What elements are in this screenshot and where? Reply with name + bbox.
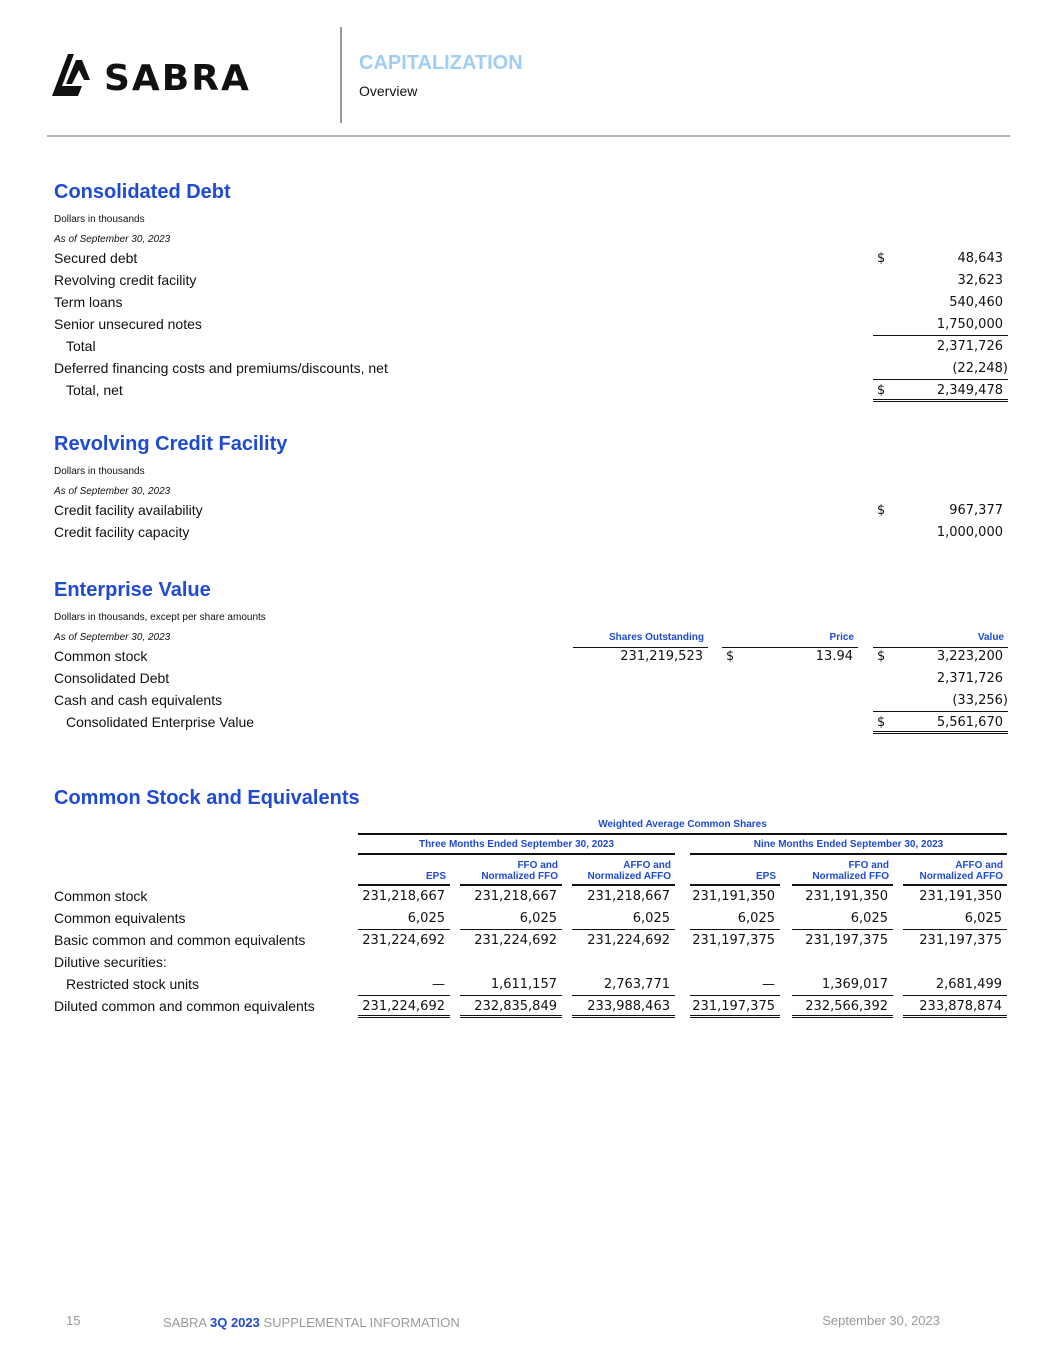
value-cell: 231,191,350 <box>919 889 1002 904</box>
value-cell: 233,988,463 <box>572 996 675 1018</box>
value-cell: 6,025 <box>690 908 780 930</box>
ev-note: Dollars in thousands, except per share amounts <box>54 612 266 623</box>
value-cell <box>873 270 1008 292</box>
table-row <box>0 248 1055 270</box>
value-cell <box>873 336 1008 358</box>
value-cell: 231,224,692 <box>362 933 445 948</box>
cell-value: 5,561,670 <box>936 715 1003 730</box>
row-label: Senior unsecured notes <box>54 316 202 332</box>
value-cell: 6,025 <box>358 908 450 930</box>
cell-value: 13.94 <box>815 649 853 664</box>
table-row <box>0 270 1055 292</box>
row-label: Restricted stock units <box>66 976 200 992</box>
value-cell <box>873 646 1008 668</box>
value-cell: 6,025 <box>903 908 1007 930</box>
row-label: Common stock <box>54 888 148 904</box>
cell-value: 540,460 <box>949 295 1003 310</box>
column-header <box>690 871 780 886</box>
table-row <box>0 712 1055 734</box>
value-cell: 6,025 <box>572 908 675 930</box>
cell-value: 32,623 <box>957 273 1003 288</box>
debt-asof: As of September 30, 2023 <box>54 234 171 245</box>
cell-value: (33,256) <box>952 693 1008 708</box>
column-header-line: EPS <box>755 871 776 882</box>
value-cell: 231,224,692 <box>587 933 670 948</box>
value-cell <box>873 522 1008 544</box>
value-cell <box>873 358 1008 380</box>
column-header <box>792 860 893 886</box>
value-cell: 231,224,692 <box>358 996 450 1018</box>
value-cell: 6,025 <box>460 908 562 930</box>
table-row <box>0 886 1055 908</box>
row-label: Deferred financing costs and premiums/discounts, net <box>54 360 388 376</box>
value-cell <box>873 292 1008 314</box>
footer-brand: SABRA <box>163 1315 207 1330</box>
value-cell <box>792 952 893 974</box>
column-header-line: Normalized FFO <box>812 871 889 882</box>
column-header-line: Normalized FFO <box>481 871 558 882</box>
dollar-sign: $ <box>877 715 886 730</box>
table-row <box>0 522 1055 544</box>
page-subtitle: Overview <box>359 83 418 99</box>
table-row <box>0 336 1055 358</box>
row-label: Dilutive securities: <box>54 954 167 970</box>
ev-asof: As of September 30, 2023 <box>54 632 171 643</box>
column-header <box>460 860 562 886</box>
dollar-sign: $ <box>726 649 735 664</box>
value-cell: 2,763,771 <box>572 974 675 996</box>
column-header <box>358 871 450 886</box>
table-row <box>0 908 1055 930</box>
row-label: Credit facility availability <box>54 502 203 518</box>
row-label: Secured debt <box>54 250 138 266</box>
dollar-sign: $ <box>877 503 886 518</box>
value-cell <box>873 668 1008 690</box>
value-cell <box>873 500 1008 522</box>
period-three-months: Three Months Ended September 30, 2023 <box>358 839 675 855</box>
table-row <box>0 930 1055 952</box>
table-row <box>0 358 1055 380</box>
debt-note: Dollars in thousands <box>54 214 145 225</box>
value-cell: 231,218,667 <box>474 889 557 904</box>
value-cell: 231,191,350 <box>805 889 888 904</box>
column-header-line: FFO and <box>517 860 558 871</box>
value-cell: 232,835,849 <box>460 996 562 1018</box>
value-cell <box>873 690 1008 712</box>
revolver-note: Dollars in thousands <box>54 466 145 477</box>
header-shares: Shares Outstanding <box>573 632 708 648</box>
revolver-title: Revolving Credit Facility <box>54 433 288 455</box>
logo-text: SABRA <box>104 58 251 98</box>
page-number: 15 <box>66 1313 81 1328</box>
cell-value: 2,371,726 <box>936 339 1003 354</box>
value-cell <box>903 952 1007 974</box>
row-label: Total, net <box>66 382 123 398</box>
cell-value: 2,371,726 <box>936 671 1003 686</box>
debt-title: Consolidated Debt <box>54 181 231 203</box>
period-nine-months: Nine Months Ended September 30, 2023 <box>690 839 1007 855</box>
page-title: CAPITALIZATION <box>359 52 523 74</box>
value-cell: 231,197,375 <box>692 933 775 948</box>
value-cell: 6,025 <box>792 908 893 930</box>
column-header-line: AFFO and <box>955 860 1003 871</box>
row-label: Common equivalents <box>54 910 186 926</box>
cell-value: 2,349,478 <box>936 383 1003 398</box>
price-cell <box>722 646 858 668</box>
row-label: Cash and cash equivalents <box>54 692 223 708</box>
table-row <box>0 314 1055 336</box>
footer-date: September 30, 2023 <box>822 1313 940 1328</box>
column-header-line: EPS <box>425 871 446 882</box>
stock-title: Common Stock and Equivalents <box>54 787 360 809</box>
column-header <box>903 860 1007 886</box>
table-row <box>0 646 1055 668</box>
value-cell <box>572 952 675 974</box>
cell-value: (22,248) <box>952 361 1008 376</box>
value-cell <box>460 952 562 974</box>
column-header-line: Normalized AFFO <box>587 871 671 882</box>
value-cell: 232,566,392 <box>792 996 893 1018</box>
row-label: Consolidated Debt <box>54 670 170 686</box>
group-title: Weighted Average Common Shares <box>358 819 1007 835</box>
value-cell: 231,224,692 <box>474 933 557 948</box>
value-cell: 1,369,017 <box>792 974 893 996</box>
table-row <box>0 500 1055 522</box>
column-header <box>572 860 675 886</box>
footer-period: 3Q 2023 <box>209 1315 260 1330</box>
table-row <box>0 380 1055 402</box>
value-cell: 2,681,499 <box>903 974 1007 996</box>
dollar-sign: $ <box>877 383 886 398</box>
header-price: Price <box>722 632 858 648</box>
cell-value: 1,000,000 <box>936 525 1003 540</box>
value-cell: 231,218,667 <box>362 889 445 904</box>
footer-suffix: SUPPLEMENTAL INFORMATION <box>263 1315 460 1330</box>
cell-value: 3,223,200 <box>936 649 1003 664</box>
row-label: Total <box>66 338 96 354</box>
table-row <box>0 292 1055 314</box>
value-cell: 231,197,375 <box>919 933 1002 948</box>
row-label: Revolving credit facility <box>54 272 197 288</box>
ev-title: Enterprise Value <box>54 579 211 601</box>
cell-value: 1,750,000 <box>936 317 1003 332</box>
column-header-line: Normalized AFFO <box>919 871 1003 882</box>
row-label: Common stock <box>54 648 148 664</box>
column-header-line: AFFO and <box>623 860 671 871</box>
cell-value: 967,377 <box>949 503 1003 518</box>
value-cell: 233,878,874 <box>903 996 1007 1018</box>
value-cell <box>873 314 1008 336</box>
table-row <box>0 690 1055 712</box>
column-header-line: FFO and <box>848 860 889 871</box>
footer-label <box>163 1315 460 1330</box>
table-row <box>0 974 1055 996</box>
header-divider <box>340 27 342 123</box>
sabra-logo <box>52 50 297 103</box>
value-cell <box>873 380 1008 402</box>
row-label: Credit facility capacity <box>54 524 190 540</box>
value-cell: 231,197,375 <box>690 996 780 1018</box>
row-label: Basic common and common equivalents <box>54 932 306 948</box>
row-label: Term loans <box>54 294 123 310</box>
dollar-sign: $ <box>877 251 886 266</box>
table-row <box>0 668 1055 690</box>
value-cell: — <box>358 974 450 996</box>
value-cell: 231,191,350 <box>692 889 775 904</box>
table-row <box>0 952 1055 974</box>
value-cell: 1,611,157 <box>460 974 562 996</box>
value-cell: 231,197,375 <box>805 933 888 948</box>
value-cell: — <box>690 974 780 996</box>
row-label: Consolidated Enterprise Value <box>66 714 255 730</box>
header-rule <box>47 135 1010 137</box>
value-cell <box>873 712 1008 734</box>
table-row <box>0 996 1055 1018</box>
row-label: Diluted common and common equivalents <box>54 998 315 1014</box>
shares-cell: 231,219,523 <box>620 649 703 664</box>
cell-value: 48,643 <box>957 251 1003 266</box>
revolver-asof: As of September 30, 2023 <box>54 486 171 497</box>
value-cell <box>690 952 780 974</box>
value-cell <box>358 952 450 974</box>
value-cell: 231,218,667 <box>587 889 670 904</box>
dollar-sign: $ <box>877 649 886 664</box>
header-value: Value <box>873 632 1008 648</box>
value-cell <box>873 248 1008 270</box>
